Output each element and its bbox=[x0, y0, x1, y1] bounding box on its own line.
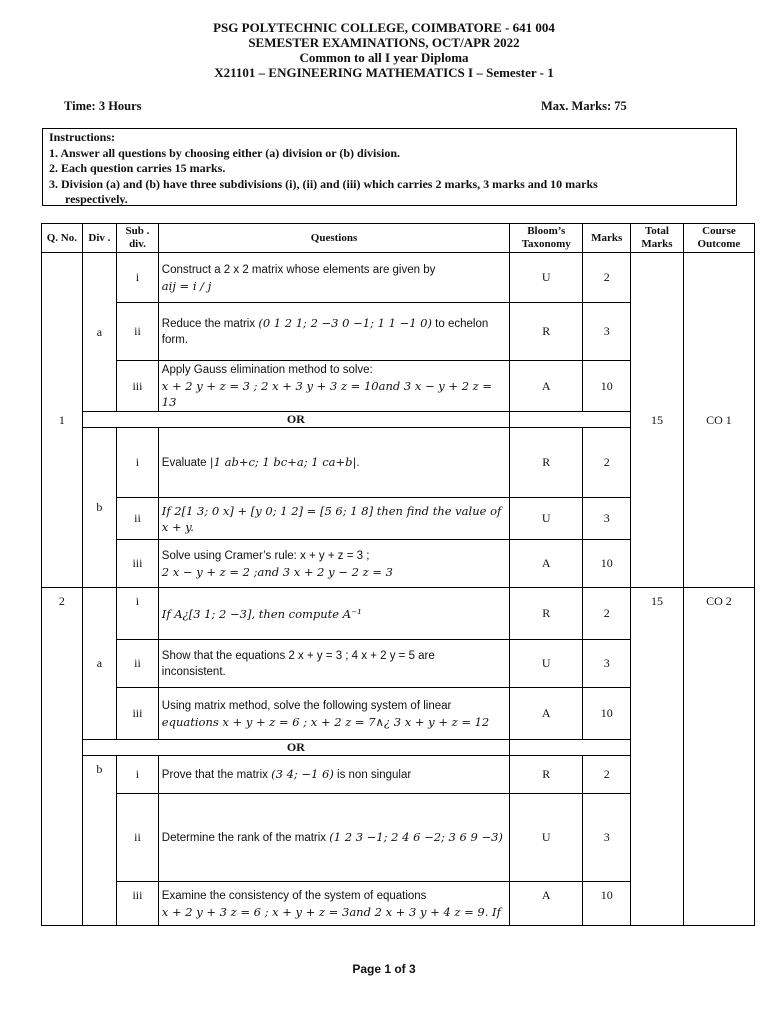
matrix-expression: (1 2 3 −1; 2 4 6 −2; 3 6 9 −3) bbox=[329, 830, 503, 844]
table-header-row bbox=[42, 224, 755, 253]
marks-value: 2 bbox=[583, 588, 631, 640]
matrix-expression: (0 1 2 1; 2 −3 0 −1; 1 1 −1 0) bbox=[258, 316, 432, 330]
or-divider: OR bbox=[82, 740, 510, 756]
instructions-title: Instructions: bbox=[49, 130, 116, 144]
marks-value: 10 bbox=[583, 540, 631, 588]
q2-div-b: b bbox=[82, 756, 117, 926]
q1-total: 15 bbox=[631, 253, 684, 588]
q2-div-a: a bbox=[82, 588, 117, 740]
blooms-level: A bbox=[510, 540, 583, 588]
blooms-level: U bbox=[510, 794, 583, 882]
instruction-3: 3. Division (a) and (b) have three subdivisions (i), (ii) and (iii) which carries 2 marks, 3 marks and 10 marks bbox=[49, 176, 598, 191]
instruction-2: 2. Each question carries 15 marks. bbox=[49, 161, 226, 175]
marks-value: 3 bbox=[583, 498, 631, 540]
exam-session: SEMESTER EXAMINATIONS, OCT/APR 2022 bbox=[248, 35, 520, 50]
instruction-1: 1. Answer all questions by choosing either (a) division or (b) division. bbox=[49, 145, 401, 160]
marks-value: 10 bbox=[583, 882, 631, 926]
sub-div: iii bbox=[117, 688, 159, 740]
blooms-level: U bbox=[510, 253, 583, 303]
question-text: Show that the equations 2 x + y = 3 ; 4 x + 2 y = 5 are inconsistent. bbox=[158, 640, 509, 688]
sub-div: i bbox=[117, 253, 159, 303]
q2-number: 2 bbox=[42, 588, 83, 926]
exam-duration: Time: 3 Hours bbox=[64, 99, 142, 113]
q1-div-a: a bbox=[82, 253, 117, 412]
question-text: Prove that the matrix (3 4; −1 6) is non singular bbox=[158, 756, 509, 794]
question-text: Determine the rank of the matrix (1 2 3 −1; 2 4 6 −2; 3 6 9 −3) bbox=[158, 794, 509, 882]
determinant-expression: |1 ab+c; 1 bc+a; 1 ca+b| bbox=[209, 455, 357, 469]
blooms-level: A bbox=[510, 688, 583, 740]
max-marks: Max. Marks: 75 bbox=[541, 99, 627, 113]
sub-div: iii bbox=[117, 882, 159, 926]
blooms-level: A bbox=[510, 361, 583, 412]
question-text: Solve using Cramer’s rule: x + y + z = 3 ; 2 x − y + z = 2 ;and 3 x + 2 y − 2 z = 3 bbox=[158, 540, 509, 588]
table-row bbox=[42, 253, 755, 303]
blooms-level: U bbox=[510, 498, 583, 540]
q1-div-b: b bbox=[82, 428, 117, 588]
blooms-level: R bbox=[510, 428, 583, 498]
col-marks: Marks bbox=[583, 224, 631, 253]
marks-value: 2 bbox=[583, 428, 631, 498]
question-text: If A¿[3 1; 2 −3], then compute A⁻¹ bbox=[158, 588, 509, 640]
marks-value: 2 bbox=[583, 756, 631, 794]
college-name: PSG POLYTECHNIC COLLEGE, COIMBATORE - 641 004 bbox=[213, 20, 555, 35]
blooms-level: R bbox=[510, 756, 583, 794]
program-line: Common to all I year Diploma bbox=[299, 50, 469, 65]
col-div: Div . bbox=[82, 224, 117, 253]
q2-outcome: CO 2 bbox=[683, 588, 754, 926]
question-text: Reduce the matrix (0 1 2 1; 2 −3 0 −1; 1 1 −1 0) to echelon form. bbox=[158, 303, 509, 361]
q1-number: 1 bbox=[42, 253, 83, 588]
col-blooms: Bloom’s Taxonomy bbox=[510, 224, 583, 253]
sub-div: ii bbox=[117, 640, 159, 688]
sub-div: ii bbox=[117, 303, 159, 361]
blooms-level: U bbox=[510, 640, 583, 688]
page-number: Page 1 of 3 bbox=[352, 962, 416, 976]
or-divider: OR bbox=[82, 412, 510, 428]
sub-div: i bbox=[117, 428, 159, 498]
instruction-3-cont: respectively. bbox=[65, 192, 128, 206]
sub-div: ii bbox=[117, 498, 159, 540]
marks-value: 10 bbox=[583, 688, 631, 740]
col-questions: Questions bbox=[158, 224, 509, 253]
sub-div: i bbox=[117, 588, 159, 640]
question-text: Construct a 2 x 2 matrix whose elements are given by aij = i / j bbox=[158, 253, 509, 303]
sub-div: iii bbox=[117, 540, 159, 588]
blooms-level: A bbox=[510, 882, 583, 926]
sub-div: i bbox=[117, 756, 159, 794]
question-text: Examine the consistency of the system of equations x + 2 y + 3 z = 6 ; x + y + z = 3and 2 x + 3 y + 4 z = 9. If bbox=[158, 882, 509, 926]
col-subdiv: Sub . div. bbox=[117, 224, 159, 253]
col-total: Total Marks bbox=[631, 224, 684, 253]
sub-div: ii bbox=[117, 794, 159, 882]
question-text: Using matrix method, solve the following system of linear equations x + y + z = 6 ; x + 2 z = 7∧¿ 3 x + y + z = 12 bbox=[158, 688, 509, 740]
instructions-box bbox=[42, 128, 737, 206]
sub-div: iii bbox=[117, 361, 159, 412]
blooms-level: R bbox=[510, 303, 583, 361]
question-text: If 2[1 3; 0 x] + [y 0; 1 2] = [5 6; 1 8] then find the value of x + y. bbox=[158, 498, 509, 540]
marks-value: 3 bbox=[583, 794, 631, 882]
col-outcome: Course Outcome bbox=[683, 224, 754, 253]
question-table bbox=[41, 223, 755, 926]
q1-outcome: CO 1 bbox=[683, 253, 754, 588]
marks-value: 2 bbox=[583, 253, 631, 303]
marks-value: 3 bbox=[583, 640, 631, 688]
marks-value: 10 bbox=[583, 361, 631, 412]
matrix-expression: (3 4; −1 6) bbox=[271, 767, 334, 781]
question-text: Apply Gauss elimination method to solve: x + 2 y + z = 3 ; 2 x + 3 y + 3 z = 10and 3 x − y + 2 z = 13 bbox=[158, 361, 509, 412]
blooms-level: R bbox=[510, 588, 583, 640]
marks-value: 3 bbox=[583, 303, 631, 361]
exam-header bbox=[0, 20, 768, 80]
col-qno: Q. No. bbox=[42, 224, 83, 253]
course-title: X21101 – ENGINEERING MATHEMATICS I – Semester - 1 bbox=[214, 65, 554, 80]
table-row bbox=[42, 588, 755, 640]
question-text: Evaluate |1 ab+c; 1 bc+a; 1 ca+b|. bbox=[158, 428, 509, 498]
q2-total: 15 bbox=[631, 588, 684, 926]
